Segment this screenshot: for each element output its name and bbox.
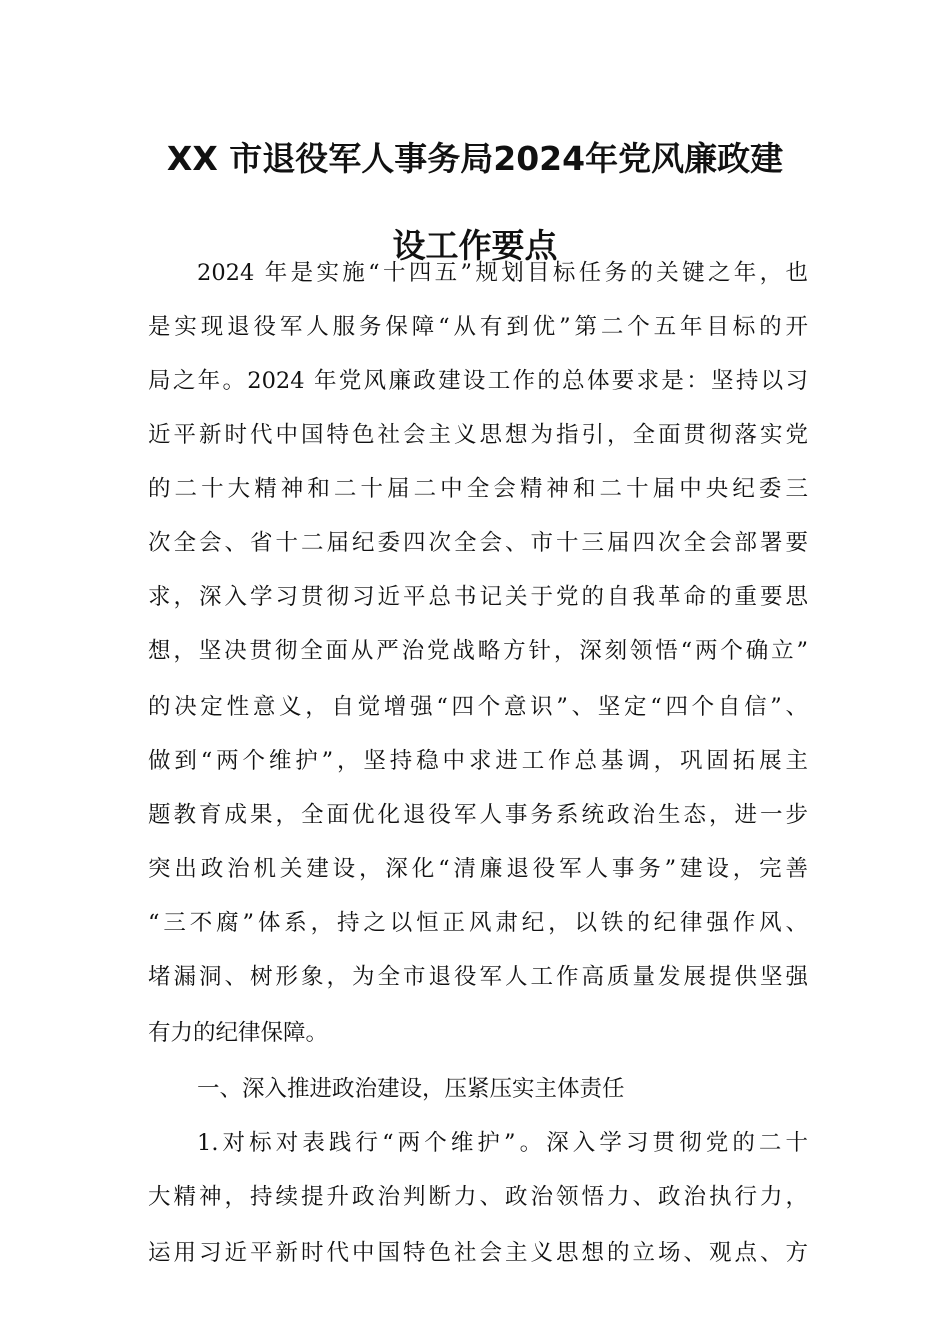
body-line-9: 的决定性意义，自觉增强“四个意识”、坚定“四个自信”、: [148, 694, 808, 720]
body-line-19: 运用习近平新时代中国特色社会主义思想的立场、观点、方: [148, 1240, 808, 1266]
document-title-line-2: 设工作要点: [392, 226, 558, 265]
body-line-7: 求，深入学习贯彻习近平总书记关于党的自我革命的重要思: [148, 584, 808, 610]
body-line-6: 次全会、省十二届纪委四次全会、市十三届四次全会部署要: [148, 530, 808, 556]
body-line-10: 做到“两个维护”，坚持稳中求进工作总基调，巩固拓展主: [148, 748, 808, 774]
body-line-17: 1.对标对表践行“两个维护”。深入学习贯彻党的二十: [197, 1130, 808, 1156]
body-line-3: 局之年。2024 年党风廉政建设工作的总体要求是：坚持以习: [148, 368, 808, 394]
section-heading-1: 一、深入推进政治建设，压紧压实主体责任: [197, 1076, 625, 1102]
body-line-18: 大精神，持续提升政治判断力、政治领悟力、政治执行力，: [148, 1184, 808, 1210]
body-line-4: 近平新时代中国特色社会主义思想为指引，全面贯彻落实党: [148, 422, 808, 448]
body-line-14: 堵漏洞、树形象，为全市退役军人工作高质量发展提供坚强: [148, 964, 808, 990]
body-line-1: 2024 年是实施“十四五”规划目标任务的关键之年，也: [197, 260, 808, 286]
body-line-12: 突出政治机关建设，深化“清廉退役军人事务”建设，完善: [148, 856, 808, 882]
body-line-13: “三不腐”体系，持之以恒正风肃纪，以铁的纪律强作风、: [148, 910, 808, 936]
body-line-8: 想，坚决贯彻全面从严治党战略方针，深刻领悟“两个确立”: [148, 638, 808, 664]
body-line-5: 的二十大精神和二十届二中全会精神和二十届中央纪委三: [148, 476, 808, 502]
body-line-15: 有力的纪律保障。: [148, 1020, 329, 1046]
body-line-2: 是实现退役军人服务保障“从有到优”第二个五年目标的开: [148, 314, 808, 340]
body-line-11: 题教育成果，全面优化退役军人事务系统政治生态，进一步: [148, 802, 808, 828]
document-title-line-1: XX 市退役军人事务局2024年党风廉政建: [166, 139, 784, 178]
